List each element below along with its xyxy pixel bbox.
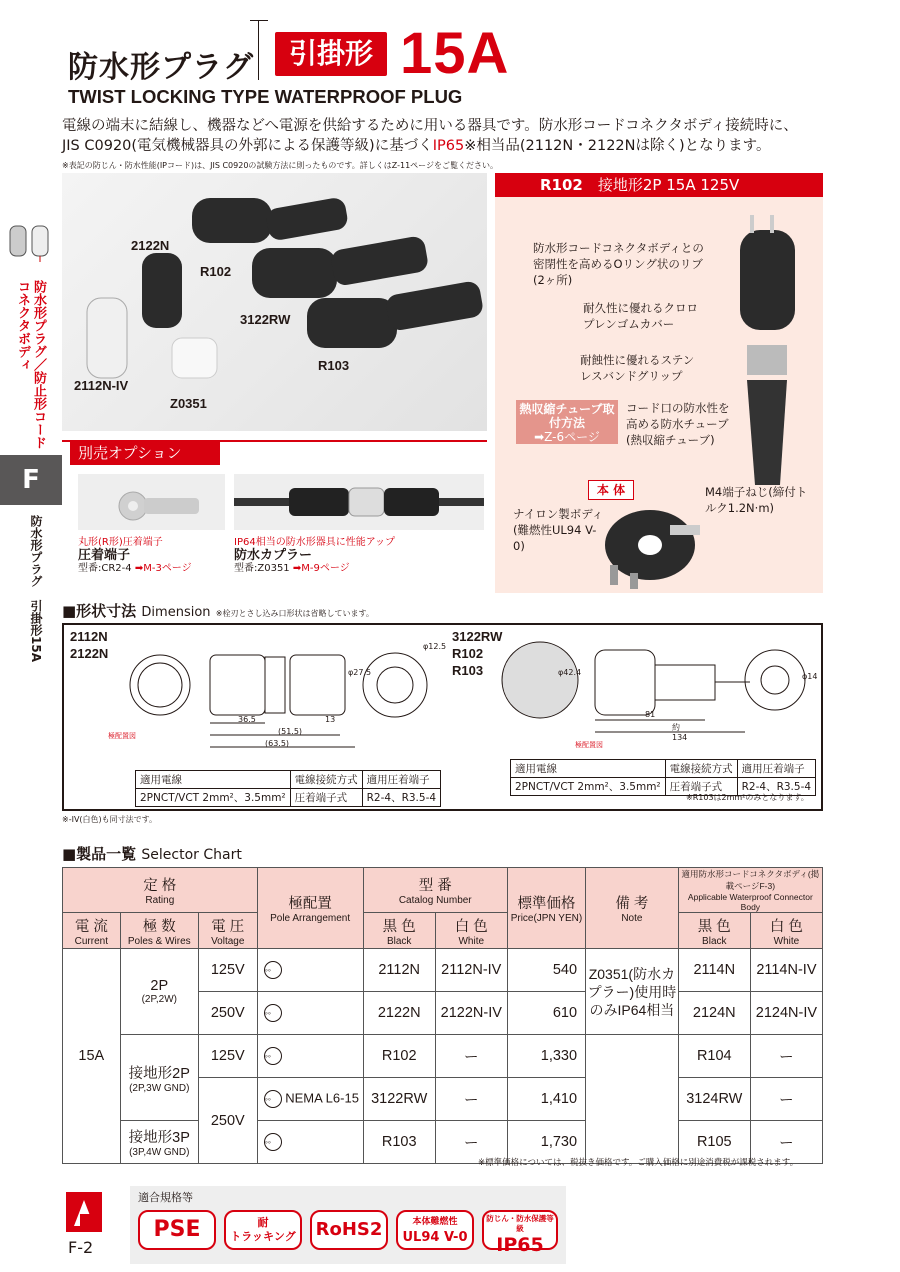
r103-note: ※R103は2mm²のみとなります。 <box>686 793 809 802</box>
selector-title: ■製品一覧 Selector Chart <box>62 845 242 863</box>
rating-title: 15A <box>400 21 510 86</box>
intro-line1: 電線の端末に結線し、機器などへ電源を供給するために用いる器具です。防水形コードコネクタボディ接続時に、 <box>62 118 798 134</box>
tracking-badge: 耐 トラッキング <box>224 1210 302 1250</box>
photo-label-2122n: 2122N <box>131 238 170 253</box>
photo-label-r102: R102 <box>200 264 232 279</box>
dim-right-drawing <box>500 640 820 750</box>
pole-3p-icon: ◦◦ <box>264 1133 282 1151</box>
r102-plug-illustration <box>725 210 815 490</box>
brand-logo <box>66 1192 102 1232</box>
dim-left-models: 2112N 2122N <box>70 629 109 661</box>
ul94-badge: 本体難燃性 UL94 V-0 <box>396 1210 474 1250</box>
selector-table: 定 格 Rating 極配置 Pole Arrangement 型 番 Catalog Number 標準価格 Price(JPN YEN) 備 考 Note 適用防水形コードコネクタボディ(掲載ページF-3) Applicable Waterproof Connector Body 電 流 Current 極 数 Poles & Wires 電 圧 Voltage 黒 色 Black 白 色 White 黒 色 Black 白 色 White 15A 2P (2P,2W) 125V ◦◦ 2112N 2112N-IV 540 Z0351(防水カプラー)使用時のみIP64相当 2114N 2114N-IV 250V ◦◦ 2122N 2122N-IV 610 2124N 2124N-IV 接地形2P (2P,3W GND) 125V ◦◦ R102 ー 1,330 R104 ー 250V ◦◦ NEMA L6-15 3122RW ー 1,410 3124RW ー 接地形3P (3P,4W GND) ◦◦ R103 ー 1,730 R105 ー <box>62 867 823 1164</box>
option-coupler-photo <box>234 474 484 530</box>
intro-line2: JIS C0920(電気機械器具の外郭による保護等級)に基づくIP65※相当品(2112N・2122Nは除く)となります。 <box>62 138 771 154</box>
table-row: 接地形2P (2P,3W GND) 125V ◦◦ R102 ー 1,330 R104 ー <box>63 1035 823 1078</box>
dimension-title: ■形状寸法 Dimension ※栓刃とさし込み口形状は省略しています。 <box>62 602 374 620</box>
ip65-badge: 防じん・防水保護等級 IP65 <box>482 1210 558 1250</box>
rohs2-badge: RoHS2 <box>310 1210 388 1250</box>
dim-right-spec-table: 適用電線 電線接続方式 適用圧着端子 2PNCT/VCT 2mm²、3.5mm² 圧着端子式 R2-4、R3.5-4 <box>510 759 816 796</box>
page-title-jp: 防水形プラグ <box>68 50 254 85</box>
side-product-icon <box>6 222 56 262</box>
pole-nema-icon: ◦◦ <box>264 1090 282 1108</box>
r102-callout-tube: コード口の防水性を高める防水チューブ(熱収縮チューブ) <box>626 401 730 447</box>
r102-callout-band: 耐蝕性に優れるステンレスバンドグリップ <box>580 353 695 383</box>
photo-label-3122rw: 3122RW <box>240 312 291 327</box>
intro-text <box>62 116 842 176</box>
pse-badge: PSE <box>138 1210 216 1250</box>
dim-left-drawing <box>120 635 440 755</box>
side-subcategory: 防水形プラグ <box>29 515 43 587</box>
page-number: F-2 <box>68 1238 94 1257</box>
table-row: 250V ◦◦ 2122N 2122N-IV 610 2124N 2124N-IV <box>63 992 823 1035</box>
table-row: 接地形3P (3P,4W GND) ◦◦ R103 ー 1,730 R105 ー <box>63 1121 823 1164</box>
certifications-title: 適合規格等 <box>138 1191 193 1204</box>
dim-right-models: 3122RW R102 R103 <box>452 629 503 678</box>
r102-callout-rib: 防水形コードコネクタボディとの密閉性を高めるOリング状のリブ(2ヶ所) <box>533 241 704 287</box>
r102-body-illustration <box>600 495 715 590</box>
page-title-en: TWIST LOCKING TYPE WATERPROOF PLUG <box>68 86 463 107</box>
side-subcategory2: 引掛形15A <box>29 600 43 662</box>
pole-2p-gnd-icon: ◦◦ <box>264 1047 282 1065</box>
option-terminal: 丸形(R形)圧着端子 圧着端子 型番:CR2-4 ➡M-3ページ <box>78 537 192 574</box>
title-divider <box>250 20 268 21</box>
type-badge: 引掛形 <box>275 32 387 76</box>
intro-note: ※表記の防じん・防水性能(IPコード)は、JIS C0920の試験方法に則ったものです。詳しくはZ-11ページをご覧ください。 <box>62 161 499 170</box>
r102-callout-nylon: ナイロン製ボディ(難燃性UL94 V-0) <box>513 507 604 553</box>
table-row: 250V ◦◦ NEMA L6-15 3122RW ー 1,410 3124RW ー <box>63 1078 823 1121</box>
pole-diagram-label-left: 極配置図 <box>108 732 136 740</box>
dim-left-spec-table: 適用電線 電線接続方式 適用圧着端子 2PNCT/VCT 2mm²、3.5mm² 圧着端子式 R2-4、R3.5-4 <box>135 770 441 807</box>
heat-shrink-badge: 熱収縮チューブ取付方法 ➡Z-6ページ <box>516 400 618 444</box>
pole-diagram-label-right: 極配置図 <box>575 741 603 749</box>
side-tab-letter: F <box>0 455 62 505</box>
r102-panel-header: R102 接地形2P 15A 125V <box>495 173 823 197</box>
option-terminal-photo <box>78 474 225 530</box>
body-tag: 本 体 <box>588 480 634 500</box>
iv-note: ※-IV(白色)も同寸法です。 <box>62 815 158 824</box>
price-footnote: ※標準価格については、税抜き価格です。ご購入価格に別途消費税が課税されます。 <box>478 1158 799 1168</box>
r102-callout-screw: M4端子ねじ(締付トルク1.2N·m) <box>705 485 808 515</box>
side-category: 防水形プラグ／防止形コードコネクタボディ <box>15 280 46 449</box>
pole-2p-icon: ◦◦ <box>264 961 282 979</box>
photo-label-r103: R103 <box>318 358 350 373</box>
r102-callout-rubber: 耐久性に優れるクロロプレンゴムカバー <box>583 301 698 331</box>
options-title: 別売オプション <box>70 441 220 465</box>
photo-label-z0351: Z0351 <box>170 396 207 411</box>
title-divider-vertical <box>258 20 259 80</box>
pole-2p-250-icon: ◦◦ <box>264 1004 282 1022</box>
option-coupler: IP64相当の防水形器具に性能アップ 防水カプラー 型番:Z0351 ➡M-9ページ <box>234 537 396 574</box>
photo-label-2112n-iv: 2112N-IV <box>74 378 129 393</box>
table-row: 15A 2P (2P,2W) 125V ◦◦ 2112N 2112N-IV 540 Z0351(防水カプラー)使用時のみIP64相当 2114N 2114N-IV <box>63 949 823 992</box>
